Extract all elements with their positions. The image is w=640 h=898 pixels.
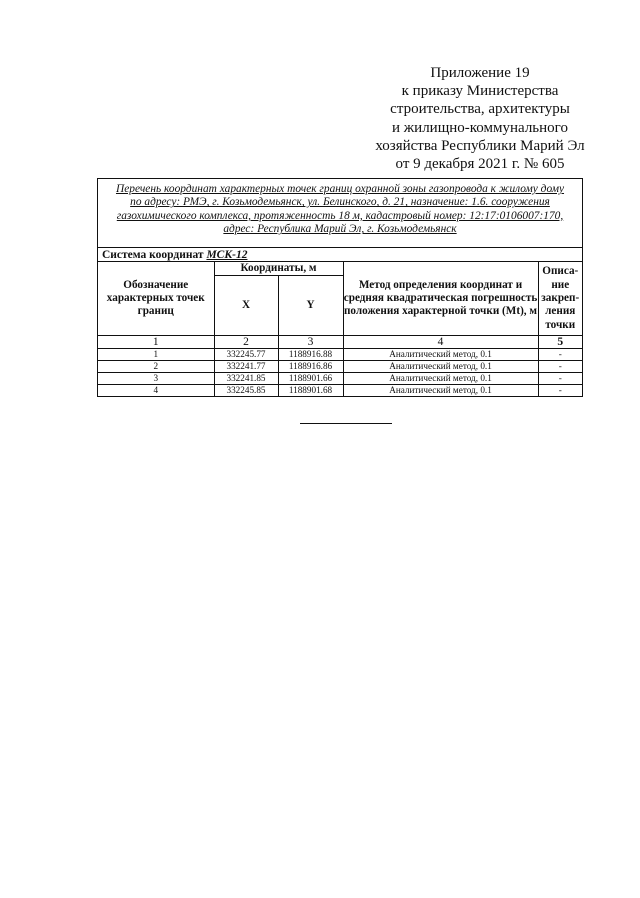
table-row — [98, 361, 582, 373]
column-number-row — [98, 336, 582, 349]
method-cell: Аналитический метод, 0.1 — [343, 361, 538, 373]
coordinate-system-cell — [98, 248, 582, 262]
x-cell: 332245.85 — [214, 385, 278, 397]
y-cell: 1188901.66 — [278, 373, 343, 385]
coordinates-document-box — [97, 178, 583, 397]
column-number: 3 — [278, 336, 343, 349]
table-row — [98, 349, 582, 361]
x-cell: 332245.77 — [214, 349, 278, 361]
point-cell: 2 — [98, 361, 214, 373]
y-cell: 1188916.88 — [278, 349, 343, 361]
document-intro — [98, 179, 582, 248]
column-number: 4 — [343, 336, 538, 349]
coordinates-table — [98, 248, 582, 396]
appendix-line: от 9 декабря 2021 г. № 605 — [395, 156, 565, 173]
closing-rule-divider — [300, 423, 392, 424]
column-number: 5 — [538, 336, 582, 349]
x-cell: 332241.77 — [214, 361, 278, 373]
appendix-line: и жилищно-коммунального — [392, 119, 568, 136]
method-cell: Аналитический метод, 0.1 — [343, 349, 538, 361]
header-x: X — [214, 276, 278, 336]
column-number: 2 — [214, 336, 278, 349]
header-method: Метод определения координат и средняя квадратическая погрешность положения характерной точки (Mt), м — [343, 262, 538, 336]
appendix-header — [340, 64, 620, 173]
header-row — [98, 262, 582, 276]
header-coordinates: Координаты, м — [214, 262, 343, 276]
table-row — [98, 373, 582, 385]
intro-line: адрес: Республика Марий Эл, г. Козьмодемьянск — [223, 223, 457, 236]
appendix-line: к приказу Министерства — [401, 83, 559, 100]
column-number: 1 — [98, 336, 214, 349]
point-cell: 1 — [98, 349, 214, 361]
y-cell: 1188916.86 — [278, 361, 343, 373]
y-cell: 1188901.68 — [278, 385, 343, 397]
appendix-line: хозяйства Республики Марий Эл — [375, 137, 585, 154]
header-y: Y — [278, 276, 343, 336]
intro-line: Перечень координат характерных точек границ охранной зоны газопровода к жилому дому — [115, 183, 565, 195]
description-cell: - — [538, 361, 582, 373]
appendix-line: строительства, архитектуры — [390, 101, 570, 118]
coordinate-system-row — [98, 248, 582, 262]
point-cell: 3 — [98, 373, 214, 385]
appendix-line: Приложение 19 — [430, 65, 530, 81]
intro-line: по адресу: РМЭ, г. Козьмодемьянск, ул. Белинского, д. 21, назначение: 1.6. сооружения — [130, 196, 550, 209]
description-cell: - — [538, 385, 582, 397]
header-designation: Обозначение характерных точек границ — [98, 262, 214, 336]
coordinate-system-name: МСК-12 — [206, 248, 248, 261]
x-cell: 332241.85 — [214, 373, 278, 385]
method-cell: Аналитический метод, 0.1 — [343, 385, 538, 397]
coordinate-system-label: Система координат — [102, 248, 204, 261]
description-cell: - — [538, 349, 582, 361]
header-description: Описа-ние закреп-ления точки — [538, 262, 582, 336]
intro-line: газохимического комплекса, протяженность 18 м, кадастровый номер: 12:17:0106007:170, — [116, 209, 564, 222]
table-row — [98, 385, 582, 397]
point-cell: 4 — [98, 385, 214, 397]
method-cell: Аналитический метод, 0.1 — [343, 373, 538, 385]
description-cell: - — [538, 373, 582, 385]
